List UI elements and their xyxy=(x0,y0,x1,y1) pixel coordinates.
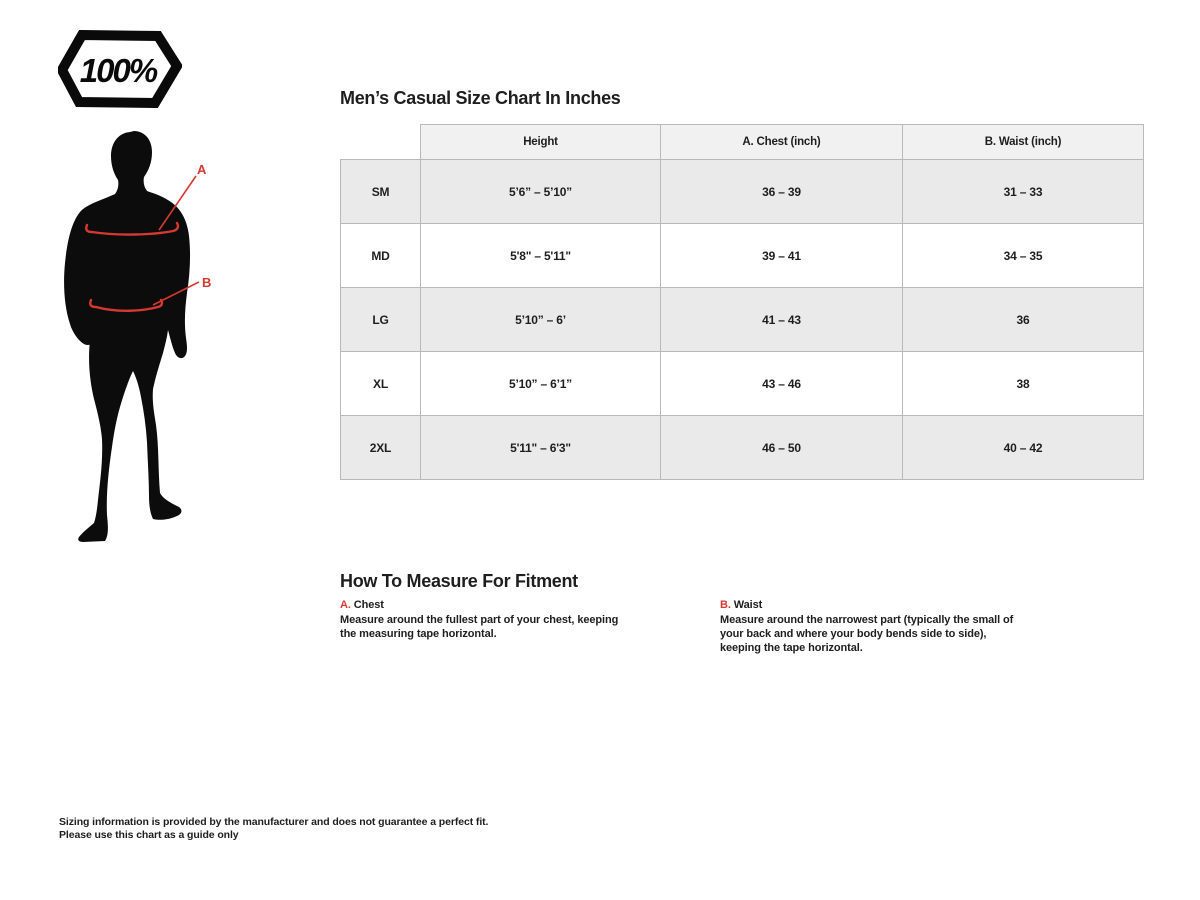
height-value: 5’10” – 6’1” xyxy=(421,352,661,416)
waist-value: 40 – 42 xyxy=(903,416,1144,480)
measure-letter-a: A. xyxy=(340,599,351,611)
size-chart-table-container xyxy=(340,124,1144,480)
table-row-lg xyxy=(341,288,1144,352)
chest-label: A xyxy=(197,162,207,177)
table-header-row xyxy=(341,125,1144,160)
disclaimer-line-2: Please use this chart as a guide only xyxy=(59,828,239,841)
how-to-measure-title: How To Measure For Fitment xyxy=(340,571,578,591)
height-value: 5’10” – 6’ xyxy=(421,288,661,352)
size-label: XL xyxy=(341,352,421,416)
disclaimer xyxy=(59,816,488,841)
male-silhouette-figure xyxy=(56,116,220,548)
col-header-waist: B. Waist (inch) xyxy=(903,125,1144,160)
waist-value: 34 – 35 xyxy=(903,224,1144,288)
size-chart-title: Men’s Casual Size Chart In Inches xyxy=(340,88,621,108)
chest-value: 43 – 46 xyxy=(661,352,903,416)
waist-value: 31 – 33 xyxy=(903,160,1144,224)
height-value: 5'8" – 5'11" xyxy=(421,224,661,288)
size-label: SM xyxy=(341,160,421,224)
waist-value: 36 xyxy=(903,288,1144,352)
chest-value: 46 – 50 xyxy=(661,416,903,480)
size-label: 2XL xyxy=(341,416,421,480)
chest-value: 41 – 43 xyxy=(661,288,903,352)
size-label: MD xyxy=(341,224,421,288)
col-header-chest: A. Chest (inch) xyxy=(661,125,903,160)
measure-description-waist: Measure around the narrowest part (typically the small of your back and where your body bends side to side), keeping the tape horizontal. xyxy=(720,614,1014,654)
measure-item-chest-heading xyxy=(340,598,636,612)
col-header-empty xyxy=(341,125,421,160)
height-value: 5'11" – 6'3" xyxy=(421,416,661,480)
measure-name-chest: Chest xyxy=(353,599,384,611)
brand-logo-100percent-icon xyxy=(58,30,182,108)
col-header-height: Height xyxy=(421,125,661,160)
measure-item-waist xyxy=(720,598,1020,655)
table-row-md xyxy=(341,224,1144,288)
logo-text: 100% xyxy=(79,52,157,89)
size-label: LG xyxy=(341,288,421,352)
height-value: 5’6” – 5’10” xyxy=(421,160,661,224)
disclaimer-line-1: Sizing information is provided by the manufacturer and does not guarantee a perfect fit. xyxy=(59,816,489,828)
measure-item-waist-heading xyxy=(720,598,1020,612)
chest-value: 36 – 39 xyxy=(661,160,903,224)
body-silhouette xyxy=(64,131,190,542)
chest-value: 39 – 41 xyxy=(661,224,903,288)
size-chart-table xyxy=(340,124,1144,480)
waist-value: 38 xyxy=(903,352,1144,416)
measure-letter-b: B. xyxy=(720,599,731,611)
table-row-sm xyxy=(341,160,1144,224)
table-row-2xl xyxy=(341,416,1144,480)
measure-name-waist: Waist xyxy=(733,599,763,611)
measure-item-chest xyxy=(340,598,636,641)
measure-description-chest: Measure around the fullest part of your chest, keeping the measuring tape horizontal. xyxy=(340,614,619,640)
table-row-xl xyxy=(341,352,1144,416)
waist-label: B xyxy=(202,275,212,290)
